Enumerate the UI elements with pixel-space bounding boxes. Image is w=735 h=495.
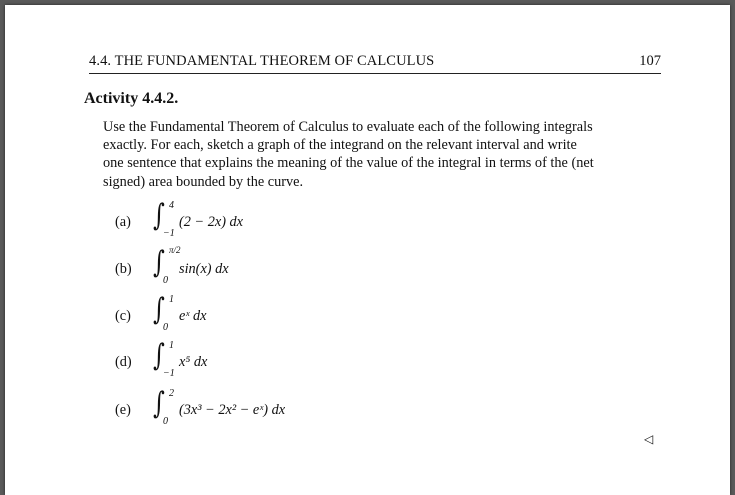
lower-limit: 0 (163, 275, 168, 286)
integral-sign: ∫ (153, 292, 165, 327)
back-triangle-icon[interactable]: ◁ (644, 432, 654, 446)
integrand: sin(x) dx (179, 261, 229, 277)
integral-item-b (115, 247, 375, 293)
lower-limit: −1 (163, 228, 175, 239)
item-label: (e) (115, 402, 131, 418)
activity-instructions (103, 118, 658, 191)
upper-limit: 1 (169, 294, 174, 305)
lower-limit: 0 (163, 322, 168, 333)
integrand: (3x³ − 2x² − eˣ) dx (179, 402, 286, 418)
upper-limit: 4 (169, 200, 174, 211)
upper-limit: 1 (169, 340, 174, 351)
integral-sign: ∫ (153, 245, 165, 280)
running-header (89, 51, 661, 74)
item-label: (d) (115, 354, 132, 370)
integral-item-a (115, 200, 375, 246)
integrand: eˣ dx (179, 308, 207, 324)
instruction-line: Use the Fundamental Theorem of Calculus to evaluate each of the following integrals (103, 119, 593, 135)
instruction-line: signed) area bounded by the curve. (103, 173, 304, 190)
integral-item-d (115, 340, 375, 386)
integral-sign: ∫ (153, 338, 165, 373)
page-number: 107 (639, 53, 661, 69)
lower-limit: 0 (163, 416, 168, 427)
integral-item-e (115, 388, 375, 434)
integrand: x⁵ dx (179, 354, 208, 370)
upper-limit: 2 (169, 388, 174, 399)
item-label: (c) (115, 308, 131, 324)
instruction-line: one sentence that explains the meaning of the value of the integral in terms of the (net (103, 155, 594, 172)
integral-item-c (115, 294, 375, 340)
item-label: (a) (115, 214, 131, 230)
integral-sign: ∫ (153, 386, 165, 421)
activity-title: Activity 4.4.2. (84, 90, 179, 107)
instruction-line: exactly. For each, sketch a graph of the integrand on the relevant interval and write (103, 137, 577, 154)
section-title: 4.4. THE FUNDAMENTAL THEOREM OF CALCULUS (89, 53, 435, 69)
upper-limit: π/2 (169, 245, 181, 255)
item-label: (b) (115, 261, 132, 277)
lower-limit: −1 (163, 368, 175, 379)
integral-sign: ∫ (153, 198, 165, 233)
integrand: (2 − 2x) dx (179, 214, 244, 230)
